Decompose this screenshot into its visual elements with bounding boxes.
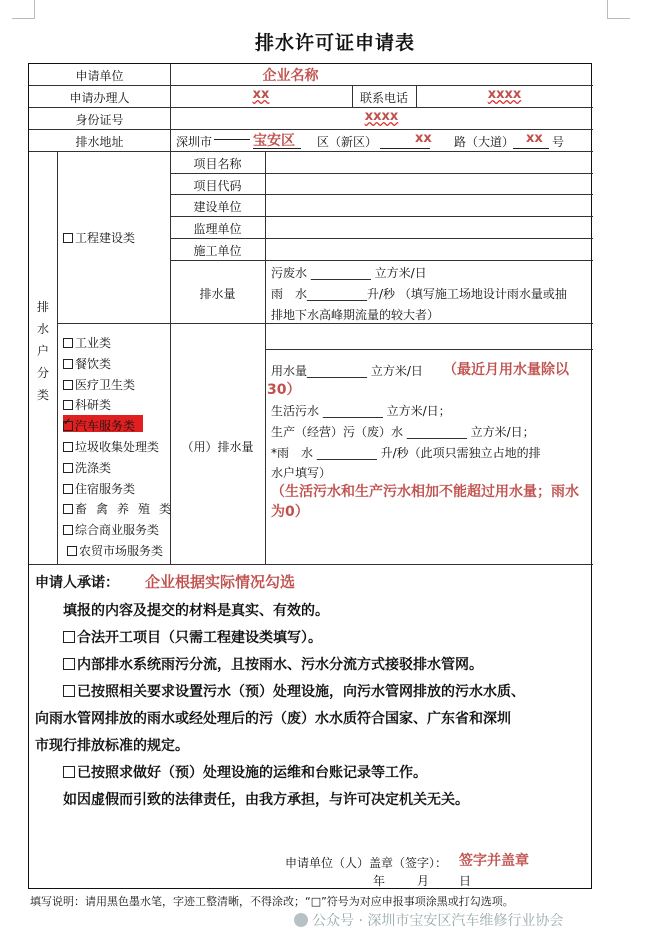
- pledge-paragraph: 如因虚假而引致的法律责任，由我方承担，与许可决定机关无关。: [63, 792, 469, 808]
- phone-value: xxxx: [487, 87, 522, 102]
- form-title: 排水许可证申请表: [254, 32, 415, 54]
- field-builder: 建设单位: [193, 200, 242, 214]
- applicant-value: 企业名称: [262, 68, 319, 84]
- checkbox-icon[interactable]: [63, 685, 75, 697]
- pledge-paragraph: 市现行排放标准的规定。: [35, 738, 189, 754]
- pledge-option-separation[interactable]: 内部排水系统雨污分流，且按雨水、污水分流方式接驳排水管网。: [63, 654, 483, 674]
- address-label: 排水地址: [75, 135, 124, 149]
- pledge-hint: 企业根据实际情况勾选: [145, 573, 296, 591]
- checkbox-icon[interactable]: [67, 546, 77, 556]
- sum-note: （生活污水和生产污水相加不能超过用水量；雨水为0）: [271, 484, 579, 520]
- address-district-suffix: 区（新区）: [317, 135, 378, 149]
- pledge-option-treatment[interactable]: 已按照相关要求设置污水（预）处理设施，向污水管网排放的污水水质、: [63, 681, 525, 701]
- discharge-line: 雨 水__________升/秒 （填写施工场地设计雨水量或抽: [271, 287, 567, 301]
- field-supervisor: 监理单位: [193, 222, 242, 236]
- use-water: 用水量__________ 立方米/日: [271, 364, 423, 378]
- checkbox-icon[interactable]: [63, 658, 75, 670]
- field-project-name: 项目名称: [193, 157, 242, 171]
- rain-line: 水户填写）: [271, 466, 332, 480]
- pledge-paragraph: 填报的内容及提交的材料是真实、有效的。: [63, 603, 329, 619]
- pledge-paragraph: 向雨水管网排放的雨水或经处理后的污（废）水水质符合国家、广东省和深圳: [35, 711, 511, 727]
- date-day: 日: [459, 874, 472, 888]
- applicant-label: 申请单位: [75, 69, 124, 83]
- pledge-option-lawful[interactable]: 合法开工项目（只需工程建设类填写）。: [63, 627, 322, 647]
- field-project-code: 项目代码: [193, 179, 242, 193]
- option-industrial[interactable]: 工业类: [63, 334, 111, 351]
- checkbox-icon[interactable]: [63, 631, 75, 643]
- sign-label: 申请单位（人）盖章（签字）：: [285, 856, 448, 870]
- checkbox-icon[interactable]: [63, 525, 73, 535]
- date-year: 年: [373, 874, 386, 888]
- footnote: 填写说明：请用黑色墨水笔，字迹工整清晰，不得涂改；“□”符号为对应申报事项涂黑或打勾选项。: [30, 895, 514, 908]
- option-laundry[interactable]: 洗涤类: [63, 459, 111, 476]
- address-city: 深圳市: [176, 135, 213, 149]
- id-label: 身份证号: [75, 113, 124, 127]
- address-number-value: xx: [526, 131, 543, 146]
- id-value: xxxx: [364, 109, 399, 124]
- checkbox-icon[interactable]: [63, 766, 75, 778]
- option-auto-service[interactable]: ✓汽车服务类: [63, 417, 135, 434]
- checkbox-icon[interactable]: [63, 463, 73, 473]
- pledge-option-maintenance[interactable]: 已按照求做好（预）处理设施的运维和台账记录等工作。: [63, 762, 427, 782]
- checkbox-icon[interactable]: [63, 484, 73, 494]
- checkbox-icon[interactable]: [63, 400, 73, 410]
- life-sewage: 生活污水 __________ 立方米/日；: [271, 404, 451, 418]
- option-lodging[interactable]: 住宿服务类: [63, 480, 135, 497]
- checkbox-icon[interactable]: [63, 504, 73, 514]
- option-garbage[interactable]: 垃圾收集处理类: [63, 438, 159, 455]
- option-research[interactable]: 科研类: [63, 396, 111, 413]
- discharge-line: 污废水 __________ 立方米/日: [271, 266, 427, 280]
- use-water-note: （最近月用水量除以30）: [267, 362, 569, 398]
- option-commercial[interactable]: 综合商业服务类: [63, 521, 159, 538]
- wechat-icon: [294, 913, 308, 927]
- handler-label: 申请办理人: [69, 91, 130, 105]
- application-form: [28, 63, 592, 889]
- sign-value: 签字并盖章: [459, 853, 529, 869]
- checkbox-icon[interactable]: [63, 442, 73, 452]
- handler-value: xx: [252, 87, 270, 102]
- phone-label: 联系电话: [359, 91, 408, 105]
- address-district-value: 宝安区: [253, 133, 295, 149]
- pledge-label: 申请人承诺：: [35, 575, 119, 591]
- category-side-label: 排 水 户 分 类: [36, 300, 49, 402]
- rain-line: *雨 水 __________ 升/秒（此项只需独立占地的排: [271, 446, 541, 460]
- field-contractor: 施工单位: [193, 244, 242, 258]
- prod-sewage: 生产（经营）污（废）水 __________ 立方米/日；: [271, 425, 535, 439]
- option-medical[interactable]: 医疗卫生类: [63, 376, 135, 393]
- address-number-suffix: 号: [552, 135, 565, 149]
- option-livestock[interactable]: 畜禽养殖类: [63, 500, 180, 517]
- use-label: （用）排水量: [181, 440, 254, 454]
- page-corner-mark: [12, 0, 35, 19]
- discharge-label: 排水量: [199, 287, 236, 301]
- page-corner-mark: [607, 0, 630, 19]
- checkbox-icon[interactable]: [63, 380, 73, 390]
- discharge-line: 排地下水高峰期流量的较大者）: [271, 308, 440, 322]
- construction-option[interactable]: 工程建设类: [63, 229, 135, 246]
- checkbox-icon[interactable]: [63, 338, 73, 348]
- option-catering[interactable]: 餐饮类: [63, 355, 111, 372]
- checked-box-icon[interactable]: [63, 421, 73, 431]
- date-month: 月: [417, 874, 430, 888]
- watermark: 公众号 · 深圳市宝安区汽车维修行业协会: [294, 910, 563, 930]
- checkbox-icon[interactable]: [63, 359, 73, 369]
- address-road-suffix: 路（大道）: [454, 135, 515, 149]
- option-market[interactable]: 农贸市场服务类: [67, 542, 163, 559]
- checkbox-icon[interactable]: [63, 233, 73, 243]
- address-street-value: xx: [415, 131, 432, 146]
